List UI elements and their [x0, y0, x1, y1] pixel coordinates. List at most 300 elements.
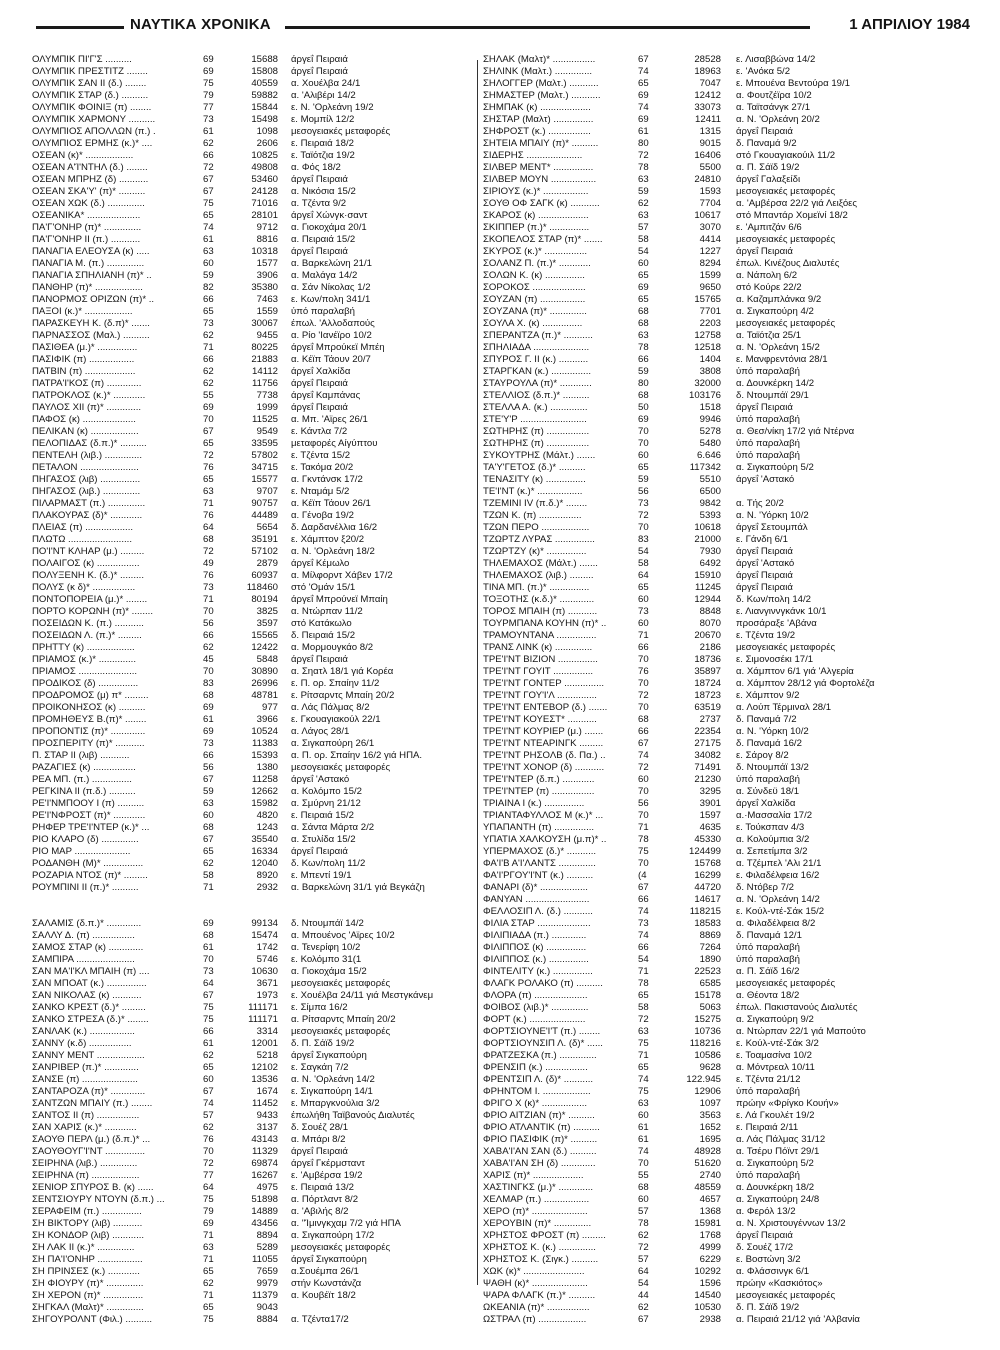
ship-status: ε. Χουέλβα 24/11 γιά Μεστγκάνεμ	[291, 990, 434, 1001]
ship-status: ύπό παραλαβή	[736, 438, 800, 449]
ship-status: α. Σιγκαπούρη 5/2	[736, 462, 814, 473]
ship-status: α. Χάμπτον 28/12 γιά Φορτολέζα	[736, 678, 875, 689]
ship-entry	[32, 90, 477, 102]
ship-name: ΠΑ'Γ'ΟΝΗΡ (π)* ..............	[32, 222, 142, 233]
ship-entry	[483, 606, 983, 618]
ship-year: 62	[203, 858, 214, 869]
ship-year: 63	[638, 174, 649, 185]
ship-entry	[483, 954, 983, 966]
ship-entry	[32, 126, 477, 138]
ship-tonnage: 12906	[694, 1086, 721, 1097]
ship-status: ε. Κολόμπο 31(1	[291, 954, 362, 965]
ship-year: 60	[638, 1110, 649, 1121]
ship-tonnage: 3901	[699, 798, 721, 809]
ship-tonnage: 5848	[256, 654, 278, 665]
header-rule	[285, 26, 810, 29]
ship-entry	[483, 690, 983, 702]
ship-status: άργεΐ Σετουμπάλ	[736, 522, 808, 533]
ship-year: 66	[203, 1026, 214, 1037]
ship-year: 74	[638, 750, 649, 761]
ship-tonnage: 1890	[699, 954, 721, 965]
ship-tonnage: 33073	[694, 102, 721, 113]
ship-year: 54	[638, 954, 649, 965]
ship-entry	[32, 618, 477, 630]
ship-tonnage: 34715	[251, 462, 278, 473]
ship-entry	[483, 846, 983, 858]
ship-status: άργεΐ 'Αστακό	[736, 558, 795, 569]
left-column	[32, 54, 477, 1326]
ship-status: α. Μόντρεαλ 10/11	[736, 1062, 815, 1073]
ship-status: α. Φλάσσινγκ 6/1	[736, 1266, 810, 1277]
ship-name: ΣΕΡΑΦΕΙΜ (π.) ...............	[32, 1206, 142, 1217]
ship-name: ΤΖΩΡΤΖ ΛΥΡΑΣ ...............	[483, 534, 595, 545]
ship-status: ε. Τοαμασίνα 10/2	[736, 1050, 812, 1061]
ship-tonnage: 10630	[251, 966, 278, 977]
ship-tonnage: 5746	[256, 954, 278, 965]
ship-year: 65	[203, 210, 214, 221]
ship-year: 72	[638, 1242, 649, 1253]
ship-entry	[32, 1182, 477, 1194]
ship-entry	[32, 546, 477, 558]
ship-tonnage: 1243	[256, 822, 278, 833]
ship-entry	[483, 162, 983, 174]
ship-status: α. Πειραιά 15/2	[291, 234, 356, 245]
ship-tonnage: 6492	[699, 558, 721, 569]
ship-name: ΦΡΑΤΖΕΣΚΑ (π.) ..............	[483, 1050, 597, 1061]
ship-entry	[483, 186, 983, 198]
ship-status: α. Τζέντα17/2	[291, 1314, 349, 1325]
ship-tonnage: 977	[261, 702, 278, 713]
ship-status: άργεΐ Χαλκίδα	[291, 366, 351, 377]
ship-entry	[32, 978, 477, 990]
ship-tonnage: 4414	[699, 234, 721, 245]
ship-name: ΡΕΓΚΙΝΑ ΙΙ (π.δ.) ..........	[32, 786, 136, 797]
ship-status: α. Πόρτλαντ 8/2	[291, 1194, 359, 1205]
ship-year: 70	[638, 1158, 649, 1169]
ship-year: 68	[638, 306, 649, 317]
ship-year: 79	[203, 90, 214, 101]
ship-tonnage: 10618	[694, 522, 721, 533]
ship-tonnage: 1652	[699, 1122, 721, 1133]
ship-entry	[483, 150, 983, 162]
ship-status: α. "Ίμινγκχαμ 7/2 γιά ΗΠΑ	[291, 1218, 401, 1229]
ship-year: 59	[638, 366, 649, 377]
ship-year: 64	[203, 522, 214, 533]
ship-status: ε. Π. ορ. Σπαίην 11/2	[291, 678, 380, 689]
ship-entry	[483, 66, 983, 78]
ship-tonnage: 9712	[256, 222, 278, 233]
ship-name: ΠΑΤΒΙΝ (π) ...................	[32, 366, 136, 377]
ship-tonnage: 1999	[256, 402, 278, 413]
ship-entry	[32, 942, 477, 954]
ship-status: α. Μίλφορντ Χάβεν 17/2	[291, 570, 393, 581]
ship-entry	[483, 678, 983, 690]
ship-status: ε. 'Αμβέρσα 19/2	[291, 1170, 363, 1181]
ship-year: 57	[638, 222, 649, 233]
ship-entry	[483, 462, 983, 474]
ship-status: ύπό παραλαβή	[736, 1170, 800, 1181]
ship-year: 63	[203, 1242, 214, 1253]
ship-tonnage: 12411	[695, 114, 721, 125]
ship-name: ΣΟΡΟΚΟΣ ....................	[483, 282, 586, 293]
ship-name: ΤΖΕΜΙΝΙ ΙV (π.δ.)* ........	[483, 498, 588, 509]
ship-entry	[32, 1002, 477, 1014]
ship-entry	[483, 354, 983, 366]
ship-entry	[32, 1038, 477, 1050]
ship-status: α. Γιοκοχάμα 20/1	[291, 222, 367, 233]
ship-status: α. Μπάρι 8/2	[291, 1134, 346, 1145]
ship-status: στό 'Ομάν 15/1	[291, 582, 356, 593]
ship-tonnage: 12422	[251, 642, 278, 653]
ship-year: 72	[638, 1014, 649, 1025]
ship-name: ΠΡΟΙΚΟΝΗΣΟΣ (κ) ..........	[32, 702, 146, 713]
ship-tonnage: 11245	[695, 582, 721, 593]
ship-status: δ. Κων/πολη 11/2	[291, 858, 366, 869]
ship-name: ΠΡΟΠΟΝΤΙΣ (π)* .............	[32, 726, 146, 737]
ship-tonnage: 10825	[251, 150, 278, 161]
ship-name: ΣΟΥΖΑΝ (π) .................	[483, 294, 586, 305]
ship-name: ΤΡΕ'Ι'ΝΤ ΕΝΤΕΒΟΡ (δ.) .......	[483, 702, 608, 713]
ship-name: ΦΟΡΤΣΙΟΥΝΕ'Ι'Τ (π.) ........	[483, 1026, 601, 1037]
ship-tonnage: 9015	[699, 138, 721, 149]
ship-year: 64	[203, 978, 214, 989]
ship-year: 62	[638, 1230, 649, 1241]
ship-status: ύπό παραλαβή	[736, 366, 800, 377]
ship-entry	[32, 1158, 477, 1170]
ship-status: μεσογειακές μεταφορές	[291, 1242, 391, 1253]
ship-tonnage: 1593	[699, 186, 721, 197]
ship-name: ΤΡΕ'Ι'ΝΤ ΧΟΝΟΡ (δ) ...........	[483, 762, 605, 773]
ship-entry	[483, 1182, 983, 1194]
ship-year: 75	[638, 1038, 649, 1049]
ship-entry	[32, 510, 477, 522]
ship-tonnage: 2740	[699, 1170, 721, 1181]
ship-year: 67	[638, 738, 649, 749]
ship-name: ΣΠΕΡΑΝΤΖΑ (π.)* ...........	[483, 330, 593, 341]
ship-status: ε. Μανφρεντόνια 28/1	[736, 354, 828, 365]
ship-tonnage: 3808	[699, 366, 721, 377]
ship-year: 69	[203, 66, 214, 77]
ship-tonnage: 7264	[699, 942, 721, 953]
ship-year: 61	[203, 234, 214, 245]
ship-tonnage: 11756	[252, 378, 278, 389]
ship-status: ε. Μομπίλ 12/2	[291, 114, 355, 125]
ship-tonnage: 3314	[256, 1026, 278, 1037]
ship-name: ΣΗ ΠΡΙΝΣΕΣ (κ.) ............	[32, 1266, 140, 1277]
ship-tonnage: 15577	[251, 474, 278, 485]
ship-status: άργεΐ Γαλαξείδι	[736, 174, 801, 185]
ship-entry	[483, 366, 983, 378]
ship-entry	[483, 198, 983, 210]
ship-year: 71	[203, 498, 214, 509]
ship-status: ύπό παραλαβή	[736, 954, 800, 965]
ship-status: α. Ν. 'Ορλεάνη 18/2	[291, 546, 375, 557]
ship-entry	[32, 1170, 477, 1182]
ship-year: 66	[638, 726, 649, 737]
ship-tonnage: 63519	[694, 702, 721, 713]
ship-status: α. Ν. 'Υόρκη 10/2	[736, 726, 809, 737]
ship-year: 61	[203, 942, 214, 953]
page-header	[30, 12, 970, 42]
ship-entry	[32, 1254, 477, 1266]
ship-entry	[32, 1050, 477, 1062]
ship-year: 67	[203, 774, 214, 785]
ship-name: ΣΕΝΤΣΙΟΥΡΥ ΝΤΟΥΝ (δ.π.) ...	[32, 1194, 165, 1205]
ship-name: ΠΑΞΟΙ (κ.)* ..................	[32, 306, 133, 317]
ship-entry	[483, 1194, 983, 1206]
ship-year: 62	[203, 1278, 214, 1289]
ship-year: 69	[638, 114, 649, 125]
ship-entry	[483, 414, 983, 426]
ship-name: ΠΙΛΑΡΜΑΣΤ (π.) ..............	[32, 498, 146, 509]
ship-tonnage: 11329	[252, 1146, 278, 1157]
ship-entry	[32, 714, 477, 726]
ship-status: μεσογειακές μεταφορές	[291, 1026, 391, 1037]
ship-tonnage: 7047	[699, 78, 721, 89]
ship-entry	[32, 402, 477, 414]
ship-status: ε. Σιγκαπούρη 14/1	[291, 1086, 373, 1097]
ship-name: ΠΡΟΜΗΘΕΥΣ Β.(π)* ........	[32, 714, 147, 725]
ship-name: ΦΛΟΡΑ (π) ....................	[483, 990, 588, 1001]
ship-tonnage: 3906	[256, 270, 278, 281]
ship-year: 54	[638, 246, 649, 257]
ship-tonnage: 90757	[251, 498, 278, 509]
ship-entry	[483, 390, 983, 402]
ship-status: α. Χουέλβα 24/1	[291, 78, 361, 89]
ship-year: 62	[203, 366, 214, 377]
ship-status: α. Χάμπτον 6/1 γιά 'Αλγερία	[736, 666, 854, 677]
ship-entry	[32, 1086, 477, 1098]
ship-name: ΠΟΛΥΣ (κ δ)* ................	[32, 582, 136, 593]
ship-status: α. Φουτζέϊρα 10/2	[736, 90, 812, 101]
ship-status: ε. Σίμπα 16/2	[291, 1002, 348, 1013]
ship-year: 63	[638, 1098, 649, 1109]
ship-status: δ. Παναμά 12/1	[736, 930, 802, 941]
ship-year: 72	[638, 510, 649, 521]
ship-entry	[32, 66, 477, 78]
ship-name: ΠΑΣΙΦΙΚ (π) .................	[32, 354, 135, 365]
ship-entry	[32, 822, 477, 834]
ship-entry	[483, 54, 983, 66]
ship-entry	[32, 318, 477, 330]
ship-tonnage: 12040	[251, 858, 278, 869]
ship-status: άργεΐ Πειραιά	[736, 246, 793, 257]
ship-year: 64	[203, 1182, 214, 1193]
ship-name: ΣΑΝ ΧΑΡΙΣ (κ.)* ............	[32, 1122, 137, 1133]
ship-status: α. Φερόλ 13/2	[736, 1206, 796, 1217]
ship-entry	[32, 654, 477, 666]
ship-tonnage: 9043	[256, 1302, 278, 1313]
ship-tonnage: 30067	[251, 318, 278, 329]
ship-year: 65	[203, 438, 214, 449]
ship-year: 71	[638, 630, 649, 641]
ship-name: ΠΑΝΘΗΡ (π)* ..................	[32, 282, 143, 293]
ship-name: ΦΑΝΑΡΙ (δ)* ..................	[483, 882, 588, 893]
ship-status: α. Γκντάνσκ 17/2	[291, 474, 363, 485]
ship-year: 57	[638, 1254, 649, 1265]
ship-tonnage: 4999	[699, 1242, 721, 1253]
ship-entry	[32, 1098, 477, 1110]
right-list	[483, 54, 983, 1326]
ship-status: α. 'Αμβέρσα 22/2 γιά Λειξόες	[736, 198, 858, 209]
ship-name: ΠΑΡΑΣΚΕΥΗ Κ. (δ.π)* .......	[32, 318, 150, 329]
ship-name: ΣΑΜΟΣ ΣΤΑΡ (κ) .............	[32, 942, 144, 953]
ship-year: 67	[203, 174, 214, 185]
ship-entry	[32, 1134, 477, 1146]
ship-status: α. Σεπετίμπα 3/2	[736, 846, 808, 857]
ship-status: ε. Λισαββώνα 14/2	[736, 54, 816, 65]
ship-status: α. Τής 20/2	[736, 498, 784, 509]
ship-status: άργεΐ Πειραιά	[736, 402, 793, 413]
ship-year: 75	[203, 1194, 214, 1205]
ship-name: ΣΗ ΒΙΚΤΟΡΥ (λιβ) ...........	[32, 1218, 143, 1229]
ship-name: ΠΟ'Ι'ΝΤ ΚΛΗΑΡ (μ.) .........	[32, 546, 145, 557]
ship-tonnage: 3966	[256, 714, 278, 725]
ship-status: δ. Παναμά 7/2	[736, 714, 797, 725]
ship-tonnage: 57102	[251, 546, 278, 557]
ship-tonnage: 14889	[251, 1206, 278, 1217]
ship-name: ΧΡΗΣΤΟΣ ΦΡΟΣΤ (π) .........	[483, 1230, 606, 1241]
ship-entry	[32, 954, 477, 966]
ship-tonnage: 11383	[252, 738, 278, 749]
ship-name: ΧΑΣΤΙΝΓΚΣ (μ.)* .............	[483, 1182, 594, 1193]
ship-entry	[483, 570, 983, 582]
ship-name: ΣΩΤΗΡΗΣ (π) ................	[483, 426, 590, 437]
ship-status: α. Κέϊπ Τάουν 20/7	[291, 354, 371, 365]
ship-tonnage: 10530	[694, 1302, 721, 1313]
ship-tonnage: 1227	[699, 246, 721, 257]
ship-year: 65	[638, 582, 649, 593]
ship-name: ΠΟΣΕΙΔΩΝ Κ. (π.) ...........	[32, 618, 144, 629]
ship-year: 62	[203, 642, 214, 653]
ship-tonnage: 12412	[694, 90, 721, 101]
ship-name: ΠΑΤΡΑ'Ι'ΚΟΣ (π) .............	[32, 378, 142, 389]
ship-tonnage: 20670	[694, 630, 721, 641]
ship-status: άργεΐ Μπρούκεϊ Μπέη	[291, 342, 385, 353]
ship-status: δ. Ντουμπάϊ 29/1	[736, 390, 809, 401]
ship-status: ε. Μπαργκνούλια 3/2	[291, 1098, 380, 1109]
ship-name: ΧΡΗΣΤΟΣ Κ. (κ.) ..............	[483, 1242, 596, 1253]
ship-entry	[483, 1038, 983, 1050]
ship-status: ε. Τζέντα 15/2	[291, 450, 351, 461]
ship-name: ΠΑΝΑΓΙΑ ΕΛΕΟΥΣΑ (κ) .....	[32, 246, 150, 257]
ship-year: 66	[638, 942, 649, 953]
ship-name: ΧΕΛΜΑΡ (π.) .................	[483, 1194, 590, 1205]
ship-name: ΦΛΑΓΚ ΡΟΛΑΚΟ (π) ..........	[483, 978, 603, 989]
ship-tonnage: 9549	[256, 426, 278, 437]
ship-tonnage: 21883	[251, 354, 278, 365]
ship-name: ΤΗΛΕΜΑΧΟΣ (λιβ.) .........	[483, 570, 594, 581]
ship-status: α. Ν. 'Ορλεάνη 14/2	[291, 1074, 375, 1085]
ship-tonnage: 3070	[699, 222, 721, 233]
ship-year: 76	[638, 666, 649, 677]
ship-status: ε. Πειραιά 2/11	[736, 1122, 799, 1133]
ship-name: ΟΣΕΑΝΙΚΑ* ....................	[32, 210, 141, 221]
ship-entry	[483, 834, 983, 846]
ship-entry	[483, 738, 983, 750]
ship-entry	[483, 486, 983, 498]
ship-year: 65	[203, 306, 214, 317]
ship-tonnage: 5510	[699, 474, 721, 485]
ship-tonnage: 48559	[694, 1182, 721, 1193]
ship-entry	[483, 762, 983, 774]
ship-status: δ. Δαρδανέλλια 16/2	[291, 522, 378, 533]
ship-name: ΠΕΝΤΕΛΗ (λιβ.) ..............	[32, 450, 143, 461]
ship-name: ΣΚΙΠΠΕΡ (π.)* ...............	[483, 222, 590, 233]
ship-entry	[483, 1110, 983, 1122]
ship-name: ΣΑΝΛΑΚ (κ.) .................	[32, 1026, 135, 1037]
ship-entry	[32, 678, 477, 690]
ship-tonnage: 71491	[694, 762, 721, 773]
ship-entry	[483, 90, 983, 102]
issue-date: 1 ΑΠΡΙΛΙΟΥ 1984	[849, 16, 970, 33]
ship-name: ΧΑΒΑ'Ι'ΑΝ ΣΑΝ (δ.) ..........	[483, 1146, 597, 1157]
ship-name: ΠΑΦΟΣ (κ) ....................	[32, 414, 136, 425]
ship-year: 73	[638, 606, 649, 617]
ship-year: 79	[203, 1206, 214, 1217]
ship-tonnage: 10586	[694, 1050, 721, 1061]
ship-entry	[483, 1170, 983, 1182]
ship-year: 66	[203, 150, 214, 161]
ship-name: ΣΠΥΡΟΣ Γ. ΙΙ (κ.) ...........	[483, 354, 589, 365]
ship-tonnage: 15393	[251, 750, 278, 761]
ship-name: ΧΕΡΟ (π)* .....................	[483, 1206, 588, 1217]
ship-entry	[483, 642, 983, 654]
ship-name: ΟΛΥΜΠΙΚ ΠΡΕΣΤΙΤΖ ........	[32, 66, 148, 77]
ship-status: άργεΐ Πειραιά	[736, 1230, 793, 1241]
ship-entry	[483, 210, 983, 222]
ship-tonnage: 9842	[699, 498, 721, 509]
ship-name: ΠΡΟΔΙΚΟΣ (δ) ...............	[32, 678, 139, 689]
ship-name: ΠΛΩΤΩ ........................	[32, 534, 133, 545]
ship-status: ε. Πειραιά 18/2	[291, 138, 354, 149]
ship-name: ΤΕ'Ι'ΝΤ (κ.)* .................	[483, 486, 583, 497]
ship-name: ΣΚΥΡΟΣ (κ.)* ................	[483, 246, 588, 257]
ship-entry	[483, 234, 983, 246]
ship-status: ε. Τζέντα 19/2	[736, 630, 796, 641]
ship-status: α. Ντώρπαν 22/1 γιά Μαπούτο	[736, 1026, 866, 1037]
ship-year: 72	[638, 762, 649, 773]
ship-year: 73	[203, 582, 214, 593]
ship-tonnage: 15808	[251, 66, 278, 77]
ship-status: α. Νικόσια 15/2	[291, 186, 356, 197]
ship-name: ΟΣΕΑΝ ΜΠΡΗΖ (δ) ...........	[32, 174, 149, 185]
ship-status: α. Ρίτσαρντς Μπαίη 20/2	[291, 1014, 396, 1025]
ship-name: ΟΛΥΜΠΙΚ ΦΟΙΝΙΞ (π) ........	[32, 102, 152, 113]
ship-entry	[483, 654, 983, 666]
ship-tonnage: 1368	[699, 1206, 721, 1217]
ship-entry	[483, 378, 983, 390]
ship-tonnage: 22523	[694, 966, 721, 977]
ship-tonnage: 8894	[256, 1230, 278, 1241]
ship-tonnage: 15981	[694, 1218, 721, 1229]
ship-name: ΣΗΛΙΝΚ (Μαλτ.) ..............	[483, 66, 593, 77]
ship-year: 54	[638, 1278, 649, 1289]
ship-status: άργεΐ Πειραιά	[291, 1146, 348, 1157]
ship-tonnage: 3825	[256, 606, 278, 617]
ship-entry	[32, 870, 477, 882]
ship-name: ΟΛΥΜΠΙΚ ΣΑΝ ΙΙ (δ.) ........	[32, 78, 147, 89]
ship-tonnage: 15178	[694, 990, 721, 1001]
ship-year: 66	[203, 750, 214, 761]
ship-tonnage: 57802	[251, 450, 278, 461]
ship-year: 65	[638, 1062, 649, 1073]
ship-entry	[483, 306, 983, 318]
ship-status: άργεΐ Πειραιά	[736, 570, 793, 581]
ship-name: ΣΟΥΛΑ Χ. (κ) ...............	[483, 318, 583, 329]
ship-status: άργεΐ Μπρούνεϊ Μπαίη	[291, 594, 388, 605]
ship-name: ΣΑΟΥΘ ΠΕΡΛ (μ.) (δ.π.)* ...	[32, 1134, 151, 1145]
